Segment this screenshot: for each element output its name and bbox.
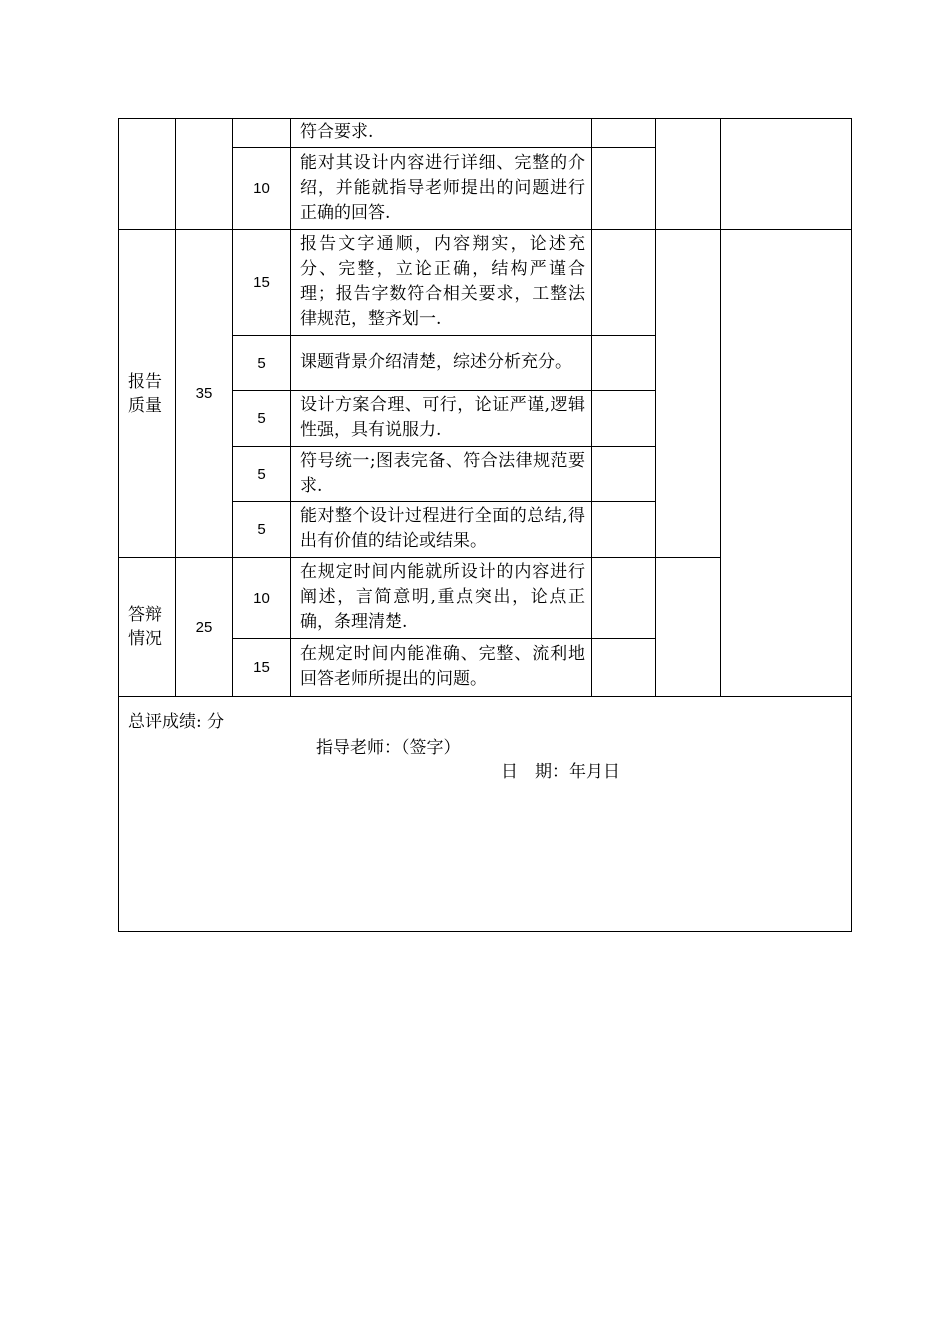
criteria-text: 在规定时间内能就所设计的内容进行阐述，言简意明,重点突出，论点正确，条理清楚. bbox=[300, 562, 585, 632]
criteria-text: 报告文字通顺，内容翔实，论述充分、完整，立论正确，结构严谨合理；报告字数符合相关要求，工整法律规范，整齐划一. bbox=[300, 234, 585, 329]
date-label: 日 期：年月日 bbox=[501, 762, 620, 782]
remark-cell bbox=[721, 230, 852, 697]
score-cell: 5 bbox=[233, 502, 291, 558]
category-defense bbox=[119, 558, 176, 697]
score-cell: 10 bbox=[233, 148, 291, 230]
score-cell: 15 bbox=[233, 230, 291, 336]
score-cell bbox=[233, 119, 291, 148]
table-row bbox=[119, 230, 852, 336]
score-cell: 5 bbox=[233, 391, 291, 447]
category-total: 35 bbox=[176, 230, 233, 558]
criteria-cell bbox=[291, 391, 592, 447]
criteria-cell bbox=[291, 230, 592, 336]
advisor-signature-label: 指导老师：（签字） bbox=[316, 738, 461, 758]
category-total: 25 bbox=[176, 558, 233, 697]
self-score-cell bbox=[592, 639, 656, 697]
self-score-cell bbox=[592, 391, 656, 447]
criteria-cell bbox=[291, 447, 592, 502]
group-score-cell bbox=[656, 558, 721, 697]
category-label: 答辩 bbox=[128, 605, 162, 625]
category-total-cell bbox=[176, 119, 233, 230]
category-cell bbox=[119, 119, 176, 230]
criteria-text: 在规定时间内能准确、完整、流利地回答老师所提出的问题。 bbox=[300, 644, 585, 689]
score-cell: 5 bbox=[233, 336, 291, 391]
criteria-text: 课题背景介绍清楚，综述分析充分。 bbox=[300, 352, 572, 372]
criteria-text: 符号统一;图表完备、符合法律规范要求. bbox=[300, 450, 585, 496]
table-row bbox=[119, 119, 852, 148]
self-score-cell bbox=[592, 336, 656, 391]
category-label: 情况 bbox=[128, 629, 162, 649]
self-score-cell bbox=[592, 558, 656, 639]
category-label: 报告 bbox=[128, 371, 162, 392]
criteria-cell bbox=[291, 336, 592, 391]
criteria-cell bbox=[291, 119, 592, 148]
score-cell: 10 bbox=[233, 558, 291, 639]
self-score-cell bbox=[592, 502, 656, 558]
group-score-cell bbox=[656, 230, 721, 558]
criteria-text: 能对整个设计过程进行全面的总结,得出有价值的结论或结果。 bbox=[300, 506, 585, 551]
category-report-quality bbox=[119, 230, 176, 558]
remark-cell bbox=[721, 119, 852, 230]
criteria-cell bbox=[291, 148, 592, 230]
self-score-cell bbox=[592, 447, 656, 502]
criteria-text: 设计方案合理、可行，论证严谨,逻辑性强，具有说服力. bbox=[300, 395, 585, 440]
category-label: 质量 bbox=[128, 395, 162, 416]
criteria-text: 能对其设计内容进行详细、完整的介绍，并能就指导老师提出的问题进行正确的回答. bbox=[300, 152, 585, 223]
criteria-text: 符合要求. bbox=[300, 122, 374, 142]
self-score-cell bbox=[592, 148, 656, 230]
criteria-cell bbox=[291, 558, 592, 639]
total-score-label: 总评成绩: 分 bbox=[128, 712, 225, 732]
summary-cell bbox=[119, 697, 852, 932]
criteria-cell bbox=[291, 639, 592, 697]
self-score-cell bbox=[592, 230, 656, 336]
evaluation-table bbox=[118, 118, 852, 932]
group-score-cell bbox=[656, 119, 721, 230]
summary-row bbox=[119, 697, 852, 932]
score-cell: 5 bbox=[233, 447, 291, 502]
self-score-cell bbox=[592, 119, 656, 148]
criteria-cell bbox=[291, 502, 592, 558]
score-cell: 15 bbox=[233, 639, 291, 697]
